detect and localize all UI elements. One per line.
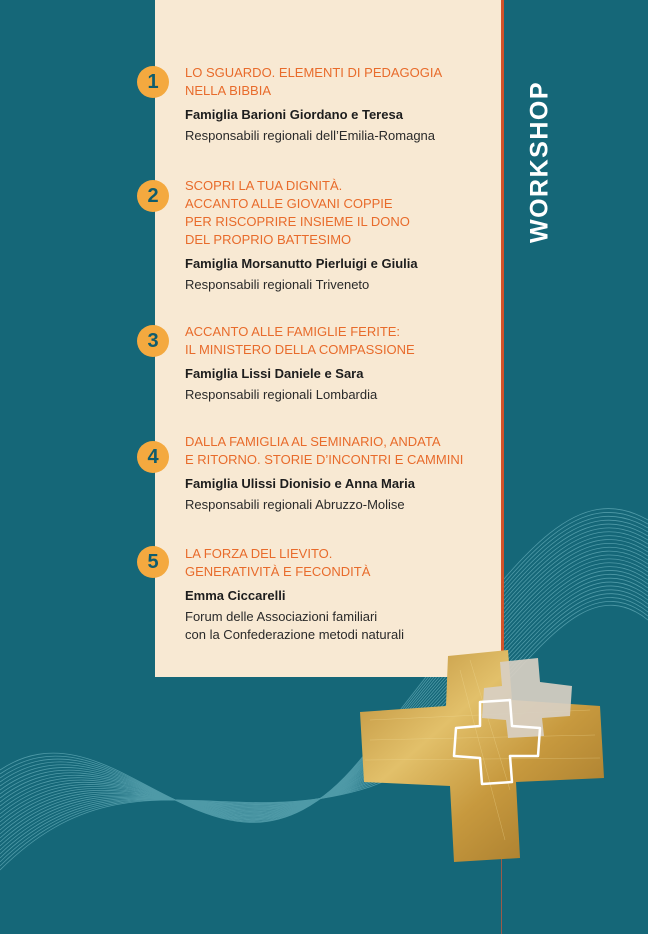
workshop-speaker-role: Responsabili regionali dell’Emilia-Romagna bbox=[185, 128, 436, 143]
workshop-speaker: Famiglia Ulissi Dionisio e Anna Maria bbox=[185, 476, 415, 491]
workshop-number-badge: 5 bbox=[137, 546, 169, 578]
workshop-number-badge: 1 bbox=[137, 66, 169, 98]
workshop-item bbox=[185, 323, 495, 404]
workshop-speaker-role: Responsabili regionali Abruzzo-Molise bbox=[185, 497, 405, 512]
workshop-title: DALLA FAMIGLIA AL SEMINARIO, ANDATA E RITORNO. STORIE D’INCONTRI E CAMMINI bbox=[185, 434, 464, 467]
workshop-item bbox=[185, 64, 495, 145]
workshop-speaker: Famiglia Morsanutto Pierluigi e Giulia bbox=[185, 256, 418, 271]
workshop-speaker: Emma Ciccarelli bbox=[185, 588, 286, 603]
workshop-item bbox=[185, 433, 495, 514]
workshop-speaker-role: Responsabili regionali Triveneto bbox=[185, 277, 370, 292]
gold-cross-icon bbox=[350, 640, 610, 870]
workshop-item bbox=[185, 545, 495, 644]
workshop-speaker: Famiglia Barioni Giordano e Teresa bbox=[185, 107, 403, 122]
workshop-number-badge: 4 bbox=[137, 441, 169, 473]
workshop-number-badge: 3 bbox=[137, 325, 169, 357]
workshop-item bbox=[185, 177, 495, 294]
workshop-title: ACCANTO ALLE FAMIGLIE FERITE: IL MINISTERO DELLA COMPASSIONE bbox=[185, 324, 415, 357]
workshop-speaker-role: Forum delle Associazioni familiari con la Confederazione metodi naturali bbox=[185, 609, 404, 642]
panel-divider-rule bbox=[501, 0, 504, 677]
workshop-section-title: WORKSHOP bbox=[525, 81, 554, 243]
workshop-title: SCOPRI LA TUA DIGNITÀ. ACCANTO ALLE GIOVANI COPPIE PER RISCOPRIRE INSIEME IL DONO DEL PROPRIO BATTESIMO bbox=[185, 178, 410, 247]
workshop-number-badge: 2 bbox=[137, 180, 169, 212]
workshop-speaker: Famiglia Lissi Daniele e Sara bbox=[185, 366, 364, 381]
workshop-title: LA FORZA DEL LIEVITO. GENERATIVITÀ E FECONDITÀ bbox=[185, 546, 371, 579]
workshop-speaker-role: Responsabili regionali Lombardia bbox=[185, 387, 378, 402]
workshop-title: LO SGUARDO. ELEMENTI DI PEDAGOGIA NELLA BIBBIA bbox=[185, 65, 443, 98]
